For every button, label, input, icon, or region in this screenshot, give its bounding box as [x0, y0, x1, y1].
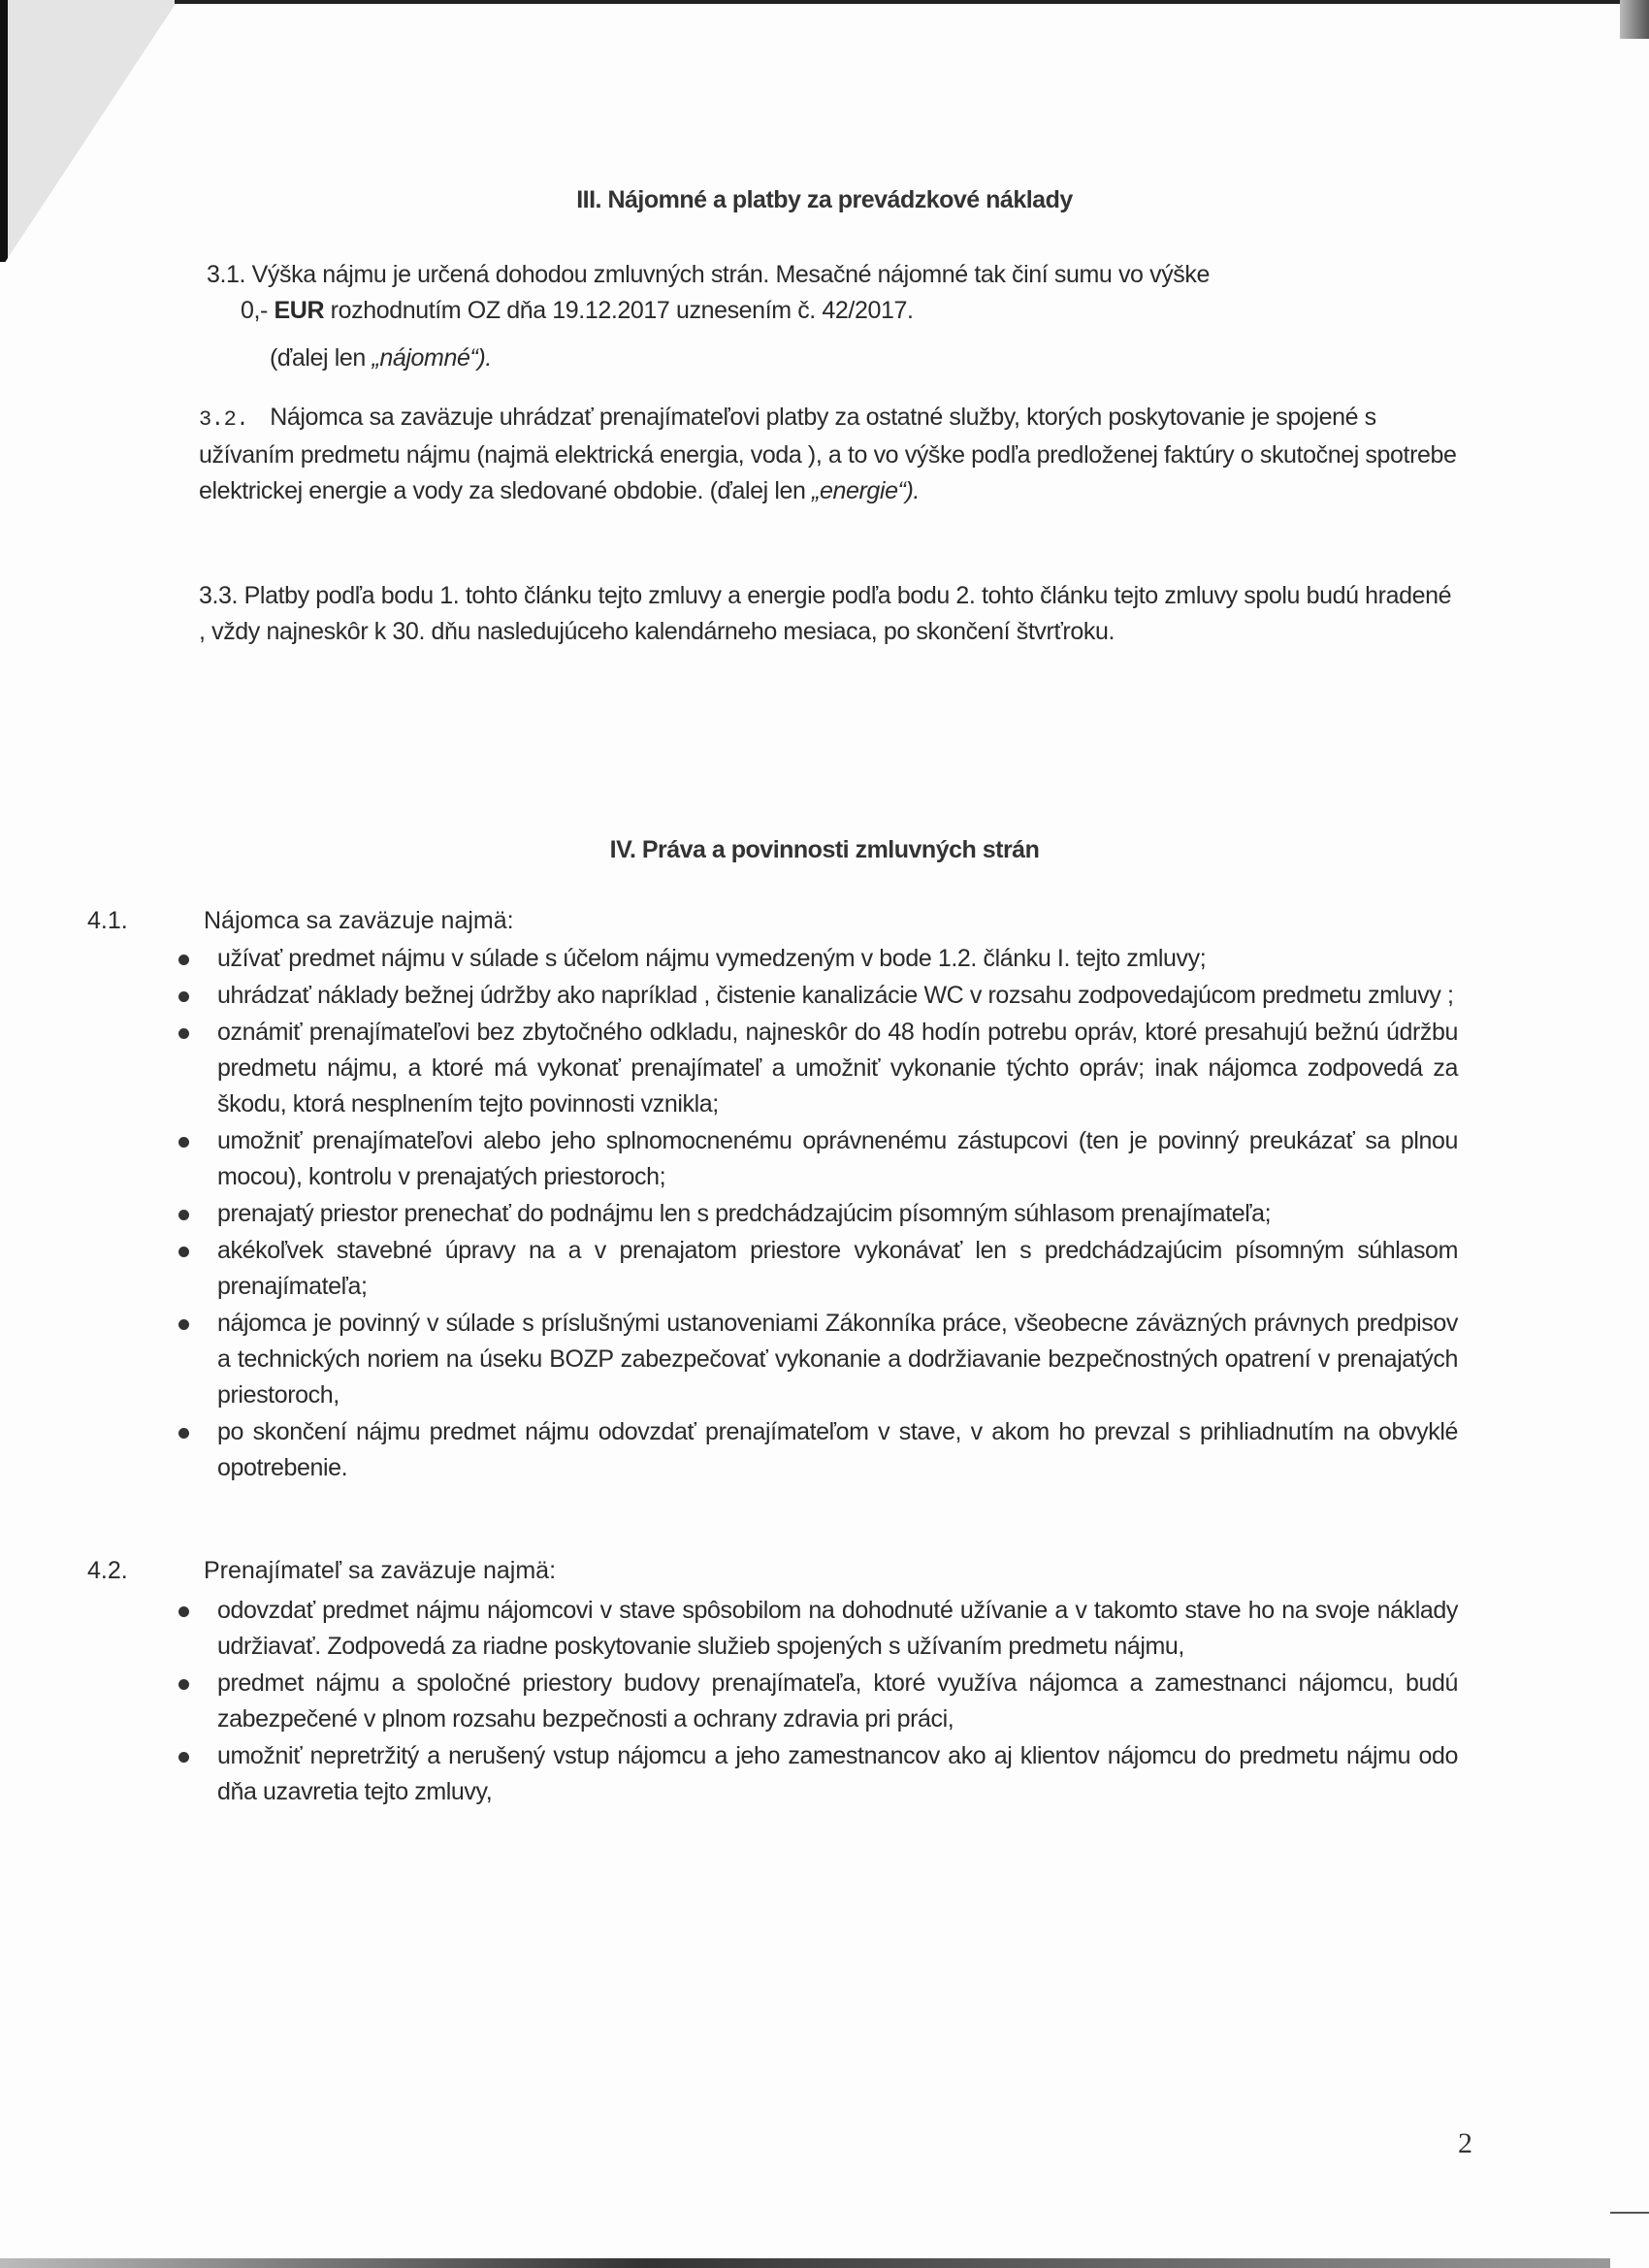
landlord-obligations-list — [173, 1593, 1458, 1811]
list-item: odovzdať predmet nájmu nájomcovi v stave spôsobilom na dohodnuté užívanie a v takomto stave ho na svoje náklady udržiavať. Zodpovedá za riadne poskytovanie služieb spojených s užívaním predmetu nájmu, — [173, 1593, 1458, 1665]
defn-term-energie: „energie“). — [812, 477, 920, 504]
clause-3-1-number: 3.1. — [207, 261, 246, 288]
rent-amount: 0,- — [241, 297, 268, 324]
clause-3-1-line1: Výška nájmu je určená dohodou zmluvných strán. Mesačné nájomné tak činí sumu vo výške — [251, 261, 1210, 288]
scan-folded-corner — [0, 0, 175, 262]
clause-4-2-lead: Prenajímateľ sa zaväzuje najmä: — [204, 1557, 557, 1584]
list-item: nájomca je povinný v súlade s príslušnými ustanoveniami Zákonníka práce, všeobecne záväzných právnych predpisov a technických noriem na úseku BOZP zabezpečovať vykonanie a dodržiavanie bezpečnostných opatrení v prenajatých priestoroch, — [173, 1306, 1458, 1413]
list-item: po skončení nájmu predmet nájmu odovzdať prenajímateľom v stave, v akom ho prevzal s prihliadnutím na obvyklé opotrebenie. — [173, 1414, 1458, 1486]
defn-term-najomne: „nájomné“). — [372, 344, 492, 372]
clause-4-1-number: 4.1. — [87, 907, 128, 934]
section-3-heading: III. Nájomné a platby za prevádzkové náklady — [576, 186, 1073, 213]
list-item: akékoľvek stavebné úpravy na a v prenajatom priestore vykonávať len s predchádzajúcim písomným súhlasom prenajímateľa; — [173, 1233, 1458, 1305]
clause-3-3 — [199, 578, 1460, 650]
list-item: umožniť nepretržitý a nerušený vstup nájomcu a jeho zamestnancov ako aj klientov nájomcu do predmetu nájmu odo dňa uzavretia tejto zmluvy, — [173, 1738, 1458, 1810]
clause-3-2-number: 3.2. — [199, 407, 249, 432]
clause-3-3-number: 3.3. — [199, 582, 239, 609]
clause-3-2 — [199, 400, 1460, 509]
clause-3-1 — [207, 257, 1419, 376]
clause-3-1-line2: rozhodnutím OZ dňa 19.12.2017 uznesením č. 42/2017. — [330, 297, 914, 324]
list-item: umožniť prenajímateľovi alebo jeho splnomocnenému oprávnenému zástupcovi (ten je povinný preukázať sa plnou mocou), kontrolu v prenajatých priestoroch; — [173, 1123, 1458, 1195]
tenant-obligations-list — [173, 941, 1458, 1487]
scan-edge-top — [0, 0, 1649, 4]
list-item: oznámiť prenajímateľovi bez zbytočného odkladu, najneskôr do 48 hodín potrebu opráv, ktoré presahujú bežnú údržbu predmetu nájmu, a ktoré má vykonať prenajímateľ a umožniť vykonanie týchto opráv; inak nájomca zodpovedá za škodu, ktorá nesplnením tejto povinnosti vznikla; — [173, 1015, 1458, 1122]
scan-edge-bottom — [0, 2258, 1610, 2268]
defn-prefix: (ďalej len — [270, 344, 366, 372]
scan-edge-right — [1620, 0, 1649, 39]
list-item: užívať predmet nájmu v súlade s účelom nájmu vymedzeným v bode 1.2. článku I. tejto zmluvy; — [173, 941, 1458, 977]
scan-mark — [1610, 2212, 1649, 2214]
page-number: 2 — [1458, 2127, 1472, 2159]
clause-3-3-text: Platby podľa bodu 1. tohto článku tejto zmluvy a energie podľa bodu 2. tohto článku tejto zmluvy spolu budú hradené , vždy najneskôr k 30. dňu nasledujúceho kalendárneho mesiaca, po skončení štvrťroku. — [199, 582, 1452, 645]
section-4-heading: IV. Práva a povinnosti zmluvných strán — [609, 836, 1040, 863]
list-item: predmet nájmu a spoločné priestory budovy prenajímateľa, ktoré využíva nájomca a zamestnanci nájomcu, budú zabezpečené v plnom rozsahu bezpečnosti a ochrany zdravia pri práci, — [173, 1666, 1458, 1737]
list-item: prenajatý priestor prenechať do podnájmu len s predchádzajúcim písomným súhlasom prenajímateľa; — [173, 1196, 1458, 1232]
list-item: uhrádzať náklady bežnej údržby ako napríklad , čistenie kanalizácie WC v rozsahu zodpovedajúcom predmetu zmluvy ; — [173, 978, 1458, 1014]
clause-4-1-lead: Nájomca sa zaväzuje najmä: — [204, 907, 514, 934]
clause-4-2-number: 4.2. — [87, 1557, 128, 1584]
clause-3-2-text: Nájomca sa zaväzuje uhrádzať prenajímateľovi platby za ostatné služby, ktorých poskytovanie je spojené s užívaním predmetu nájmu (najmä elektrická energia, voda ), a to vo výške podľa predloženej faktúry o skutočnej spotrebe elektrickej energie a vody za sledované obdobie. (ďalej len — [199, 404, 1457, 504]
rent-currency: EUR — [274, 297, 325, 324]
